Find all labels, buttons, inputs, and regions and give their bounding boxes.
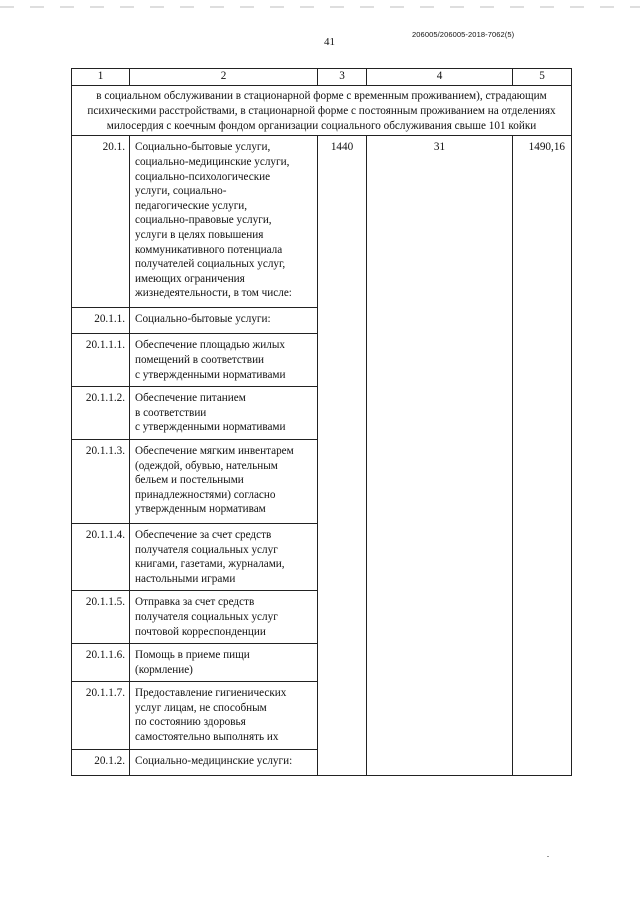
description-line: помещений в соответствии — [135, 353, 265, 366]
description-line: (кормление) — [135, 663, 193, 676]
table-row — [72, 136, 572, 308]
description-line: почтовой корреспонденции — [135, 625, 266, 638]
description-line: Предоставление гигиенических — [135, 687, 287, 700]
row-code: 20.1.1.5. — [72, 591, 130, 644]
row-code: 20.1.1.2. — [72, 387, 130, 440]
row-description — [130, 334, 318, 387]
description-line: Обеспечение за счет средств — [135, 528, 272, 541]
page-number: 41 — [324, 36, 335, 48]
value-col3: 1440 — [318, 136, 367, 776]
row-code: 20.1.1.4. — [72, 523, 130, 590]
description-line: Социально-бытовые услуги: — [135, 313, 271, 326]
row-code: 20.1.1.3. — [72, 439, 130, 523]
description-line: услуги в целях повышения — [135, 228, 264, 241]
description-line: с утвержденными нормативами — [135, 421, 286, 434]
column-number: 3 — [318, 69, 367, 86]
description-line: услуг лицам, не способным — [135, 701, 267, 714]
column-number: 2 — [130, 69, 318, 86]
description-line: коммуникативного потенциала — [135, 243, 283, 256]
column-number: 4 — [367, 69, 513, 86]
description-line: самостоятельно выполнять их — [135, 731, 279, 744]
description-line: (одеждой, обувью, нательным — [135, 459, 278, 472]
description-line: настольными играми — [135, 572, 236, 585]
row-code: 20.1.1.6. — [72, 644, 130, 682]
services-table — [71, 68, 572, 776]
row-description — [130, 308, 318, 334]
row-description — [130, 439, 318, 523]
description-line: с утвержденными нормативами — [135, 368, 286, 381]
description-line: получателя социальных услуг — [135, 610, 278, 623]
section-title: в социальном обслуживании в стационарной форме с временным проживанием), страдающим психическими расстройствами, в стационарной форме с постоянным проживанием на отделениях милосердия с коечным фондом организации социального обслуживания свыше 101 койки — [72, 86, 572, 136]
row-description — [130, 523, 318, 590]
row-description — [130, 387, 318, 440]
description-line: Социально-бытовые услуги, — [135, 141, 271, 154]
section-row — [72, 86, 572, 136]
column-number: 5 — [513, 69, 572, 86]
description-line: Обеспечение питанием — [135, 392, 246, 405]
description-line: жизнедеятельности, в том числе: — [135, 287, 292, 300]
description-line: Социально-медицинские услуги: — [135, 755, 293, 768]
row-code: 20.1.1. — [72, 308, 130, 334]
scan-artifact-line — [0, 6, 640, 8]
description-line: Обеспечение мягким инвентарем — [135, 444, 294, 457]
description-line: Помощь в приеме пищи — [135, 649, 250, 662]
description-line: социально-медицинские услуги, — [135, 155, 290, 168]
row-code: 20.1.1.7. — [72, 682, 130, 750]
description-line: в соответствии — [135, 406, 207, 419]
column-number-row — [72, 69, 572, 86]
row-description — [130, 644, 318, 682]
value-col4: 31 — [367, 136, 513, 776]
row-description — [130, 682, 318, 750]
description-line: Обеспечение площадью жилых — [135, 339, 285, 352]
scan-speck — [547, 856, 549, 857]
column-number: 1 — [72, 69, 130, 86]
value-col5: 1490,16 — [513, 136, 572, 776]
description-line: имеющих ограничения — [135, 272, 245, 285]
description-line: социально-правовые услуги, — [135, 214, 272, 227]
row-description — [130, 136, 318, 308]
description-line: педагогические услуги, — [135, 199, 248, 212]
description-line: получателя социальных услуг — [135, 543, 278, 556]
description-line: утвержденным нормативам — [135, 503, 266, 516]
description-line: книгами, газетами, журналами, — [135, 558, 285, 571]
description-line: Отправка за счет средств — [135, 596, 255, 609]
row-description — [130, 750, 318, 776]
description-line: социально-психологические — [135, 170, 271, 183]
description-line: принадлежностями) согласно — [135, 488, 276, 501]
description-line: получателей социальных услуг, — [135, 258, 286, 271]
description-line: бельем и постельными — [135, 474, 244, 487]
description-line: услуги, социально- — [135, 185, 227, 198]
row-code: 20.1. — [72, 136, 130, 308]
row-description — [130, 591, 318, 644]
description-line: по состоянию здоровья — [135, 716, 246, 729]
row-code: 20.1.2. — [72, 750, 130, 776]
row-code: 20.1.1.1. — [72, 334, 130, 387]
document-id: 206005/206005-2018-7062(5) — [412, 30, 515, 39]
